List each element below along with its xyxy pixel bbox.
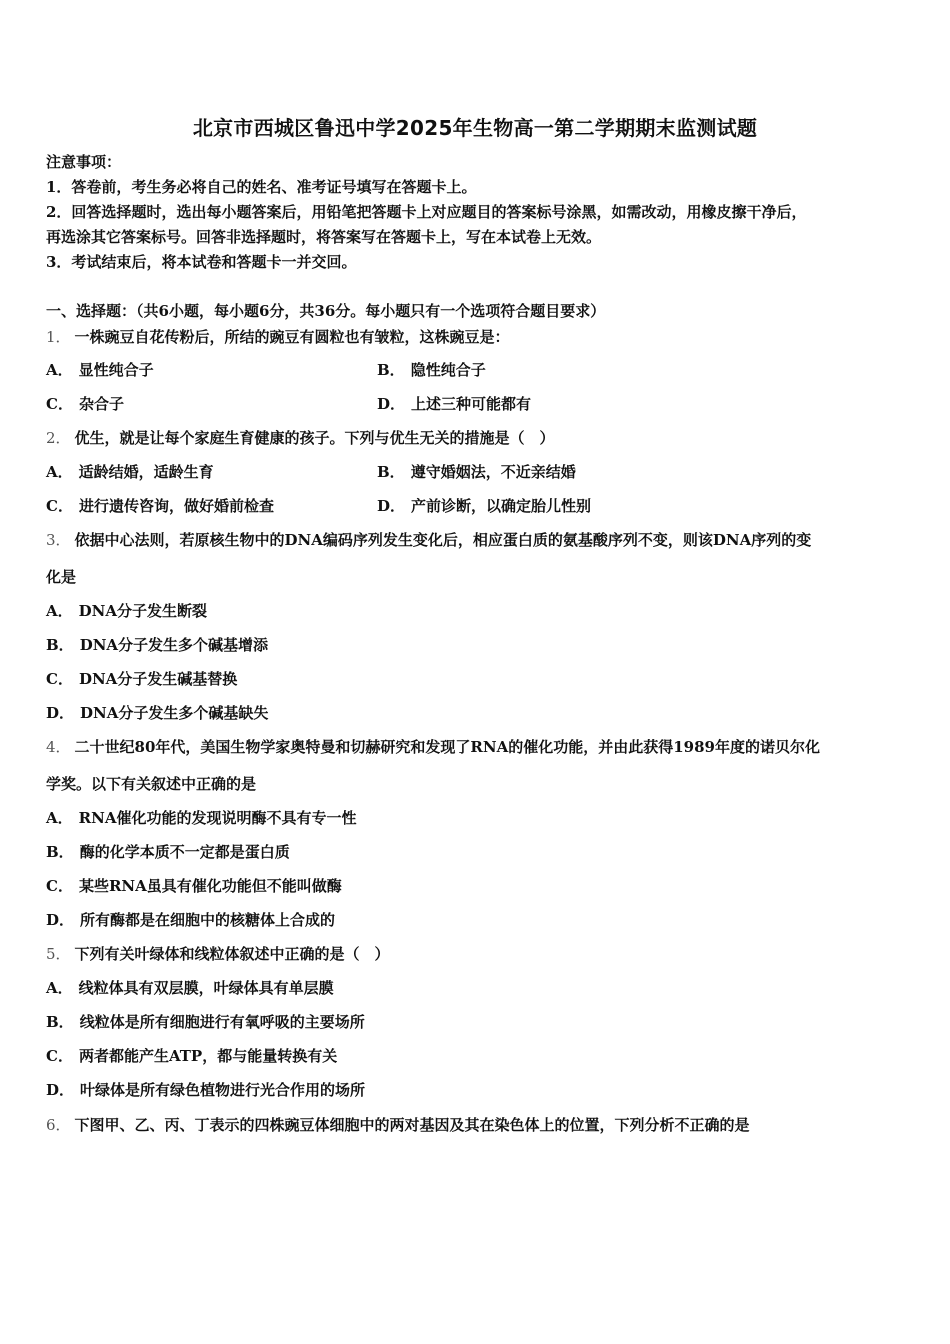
notice-item-2: 2．回答选择题时，选出每小题答案后，用铅笔把答题卡上对应题目的答案标号涂黑，如需改动，用橡皮擦干净后，: [46, 203, 807, 221]
question-1: [46, 327, 510, 347]
question-5: [46, 944, 390, 964]
question-number: 6．: [46, 1116, 71, 1134]
option-5c: C． 两者都能产生ATP，都与能量转换有关: [46, 1047, 338, 1065]
question-3: [46, 530, 811, 550]
question-4: [46, 737, 820, 757]
question-number: 3．: [46, 531, 71, 549]
question-number: 1．: [46, 328, 71, 346]
option-3a: A． DNA分子发生断裂: [46, 602, 207, 620]
question-stem: 下列有关叶绿体和线粒体叙述中正确的是（ ）: [74, 945, 390, 963]
question-stem: 一株豌豆自花传粉后，所结的豌豆有圆粒也有皱粒，这株豌豆是：: [74, 328, 510, 346]
option-4d: D． 所有酶都是在细胞中的核糖体上合成的: [46, 911, 336, 929]
option-1d: D． 上述三种可能都有: [377, 395, 532, 413]
option-4b: B． 酶的化学本质不一定都是蛋白质: [46, 843, 290, 861]
option-1a: A． 显性纯合子: [46, 361, 154, 379]
question-number: 4．: [46, 738, 71, 756]
option-2a: A． 适龄结婚，适龄生育: [46, 463, 214, 481]
option-5d: D． 叶绿体是所有绿色植物进行光合作用的场所: [46, 1081, 366, 1099]
option-5a: A． 线粒体具有双层膜，叶绿体具有单层膜: [46, 979, 334, 997]
page-title: 北京市西城区鲁迅中学2025年生物高一第二学期期末监测试题: [192, 116, 758, 140]
notice-item-1: 1．答卷前，考生务必将自己的姓名、准考证号填写在答题卡上。: [46, 178, 477, 196]
question-stem: 下图甲、乙、丙、丁表示的四株豌豆体细胞中的两对基因及其在染色体上的位置，下列分析不正确的是: [74, 1116, 750, 1134]
option-3b: B． DNA分子发生多个碱基增添: [46, 636, 269, 654]
option-5b: B． 线粒体是所有细胞进行有氧呼吸的主要场所: [46, 1013, 365, 1031]
option-3d: D． DNA分子发生多个碱基缺失: [46, 704, 269, 722]
option-2d: D． 产前诊断，以确定胎儿性别: [377, 497, 592, 515]
option-2b: B． 遵守婚姻法，不近亲结婚: [377, 463, 576, 481]
option-2c: C． 进行遗传咨询，做好婚前检查: [46, 497, 274, 515]
question-stem: 依据中心法则，若原核生物中的DNA编码序列发生变化后，相应蛋白质的氨基酸序列不变，则该DNA序列的变: [74, 531, 812, 549]
question-3-cont: 化是: [46, 568, 77, 586]
question-stem: 二十世纪80年代，美国生物学家奥特曼和切赫研究和发现了RNA的催化功能，并由此获得1989年度的诺贝尔化: [74, 738, 820, 756]
option-1b: B． 隐性纯合子: [377, 361, 486, 379]
question-number: 2．: [46, 429, 71, 447]
question-2: [46, 428, 555, 448]
question-4-cont: 学奖。以下有关叙述中正确的是: [46, 775, 257, 793]
option-3c: C． DNA分子发生碱基替换: [46, 670, 238, 688]
question-6: [46, 1115, 750, 1135]
option-1c: C． 杂合子: [46, 395, 124, 413]
question-stem: 优生，就是让每个家庭生育健康的孩子。下列与优生无关的措施是（ ）: [74, 429, 555, 447]
section-heading: 一、选择题：（共6小题，每小题6分，共36分。每小题只有一个选项符合题目要求）: [46, 302, 606, 320]
option-4c: C． 某些RNA虽具有催化功能但不能叫做酶: [46, 877, 342, 895]
notice-item-2-cont: 再选涂其它答案标号。回答非选择题时，将答案写在答题卡上，写在本试卷上无效。: [46, 228, 602, 246]
option-4a: A． RNA催化功能的发现说明酶不具有专一性: [46, 809, 357, 827]
notice-heading: 注意事项：: [46, 153, 122, 171]
question-number: 5．: [46, 945, 71, 963]
notice-item-3: 3．考试结束后，将本试卷和答题卡一并交回。: [46, 253, 357, 271]
